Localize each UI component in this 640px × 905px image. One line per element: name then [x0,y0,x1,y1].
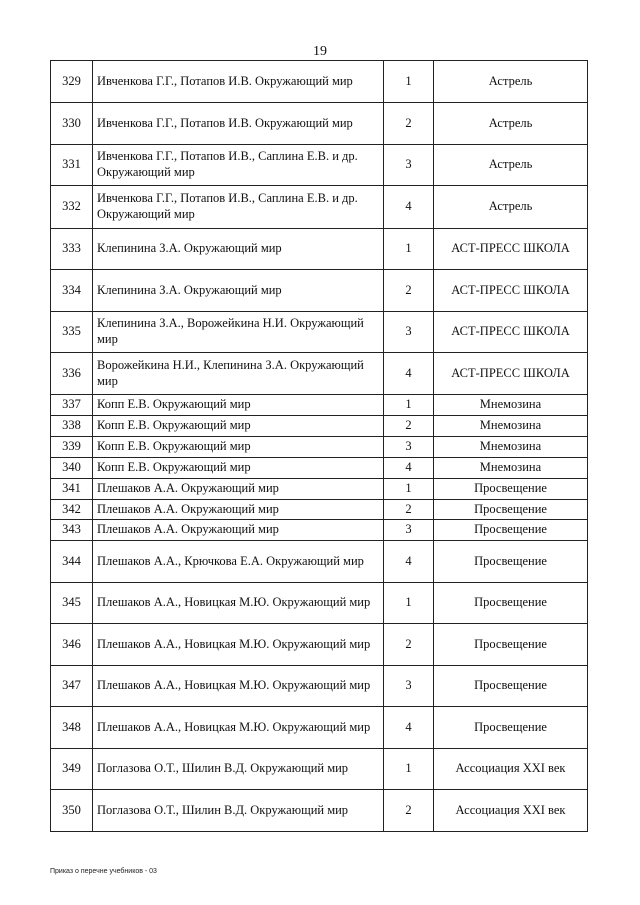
author-title: Плешаков А.А., Новицкая М.Ю. Окружающий мир [93,666,384,707]
row-number: 344 [51,541,93,583]
grade: 4 [384,707,434,749]
publisher: Мнемозина [434,416,588,437]
table-row [51,416,588,437]
row-number: 332 [51,186,93,229]
publisher: Астрель [434,186,588,229]
publisher: Просвещение [434,583,588,624]
grade: 1 [384,749,434,790]
table-row [51,186,588,229]
grade: 1 [384,229,434,270]
author-title: Клепинина З.А. Окружающий мир [93,270,384,312]
publisher: Астрель [434,145,588,186]
author-title: Копп Е.В. Окружающий мир [93,458,384,479]
author-title: Плешаков А.А., Крючкова Е.А. Окружающий мир [93,541,384,583]
row-number: 341 [51,479,93,500]
row-number: 347 [51,666,93,707]
row-number: 329 [51,61,93,103]
row-number: 339 [51,437,93,458]
author-title: Копп Е.В. Окружающий мир [93,416,384,437]
grade: 2 [384,270,434,312]
grade: 4 [384,186,434,229]
grade: 2 [384,416,434,437]
author-title: Копп Е.В. Окружающий мир [93,437,384,458]
textbook-table [50,60,588,832]
footer-note: Приказ о перечне учебников - 03 [50,868,157,875]
table-row [51,500,588,520]
row-number: 340 [51,458,93,479]
table-row [51,312,588,353]
publisher: Просвещение [434,479,588,500]
row-number: 337 [51,395,93,416]
author-title: Копп Е.В. Окружающий мир [93,395,384,416]
table-row [51,437,588,458]
author-title: Плешаков А.А., Новицкая М.Ю. Окружающий мир [93,624,384,666]
row-number: 342 [51,500,93,520]
table-row [51,624,588,666]
grade: 1 [384,395,434,416]
publisher: Просвещение [434,707,588,749]
grade: 3 [384,666,434,707]
publisher: Просвещение [434,624,588,666]
table-row [51,395,588,416]
publisher: АСТ-ПРЕСС ШКОЛА [434,229,588,270]
table-row [51,583,588,624]
grade: 2 [384,103,434,145]
row-number: 349 [51,749,93,790]
grade: 3 [384,520,434,541]
table-row [51,229,588,270]
author-title: Плешаков А.А., Новицкая М.Ю. Окружающий мир [93,583,384,624]
author-title: Плешаков А.А. Окружающий мир [93,520,384,541]
grade: 1 [384,583,434,624]
publisher: АСТ-ПРЕСС ШКОЛА [434,270,588,312]
publisher: АСТ-ПРЕСС ШКОЛА [434,353,588,395]
author-title: Ивченкова Г.Г., Потапов И.В. Окружающий мир [93,61,384,103]
table-row [51,353,588,395]
table-row [51,145,588,186]
row-number: 331 [51,145,93,186]
grade: 3 [384,437,434,458]
publisher: АСТ-ПРЕСС ШКОЛА [434,312,588,353]
table-row [51,61,588,103]
row-number: 334 [51,270,93,312]
table-row [51,666,588,707]
author-title: Плешаков А.А., Новицкая М.Ю. Окружающий мир [93,707,384,749]
author-title: Поглазова О.Т., Шилин В.Д. Окружающий мир [93,749,384,790]
author-title: Ворожейкина Н.И., Клепинина З.А. Окружающий мир [93,353,384,395]
table-row [51,749,588,790]
row-number: 350 [51,790,93,832]
publisher: Просвещение [434,666,588,707]
table-row [51,479,588,500]
author-title: Ивченкова Г.Г., Потапов И.В. Окружающий мир [93,103,384,145]
author-title: Плешаков А.А. Окружающий мир [93,479,384,500]
publisher: Астрель [434,61,588,103]
row-number: 335 [51,312,93,353]
author-title: Плешаков А.А. Окружающий мир [93,500,384,520]
publisher: Просвещение [434,541,588,583]
author-title: Поглазова О.Т., Шилин В.Д. Окружающий мир [93,790,384,832]
grade: 2 [384,500,434,520]
grade: 3 [384,312,434,353]
author-title: Клепинина З.А. Окружающий мир [93,229,384,270]
row-number: 348 [51,707,93,749]
publisher: Мнемозина [434,395,588,416]
table-row [51,458,588,479]
grade: 4 [384,353,434,395]
page-number: 19 [313,44,327,59]
publisher: Ассоциация XXI век [434,749,588,790]
publisher: Просвещение [434,520,588,541]
grade: 4 [384,458,434,479]
publisher: Мнемозина [434,437,588,458]
row-number: 346 [51,624,93,666]
grade: 2 [384,790,434,832]
publisher: Ассоциация XXI век [434,790,588,832]
row-number: 338 [51,416,93,437]
grade: 1 [384,479,434,500]
publisher: Мнемозина [434,458,588,479]
grade: 1 [384,61,434,103]
grade: 4 [384,541,434,583]
row-number: 333 [51,229,93,270]
table-row [51,103,588,145]
author-title: Ивченкова Г.Г., Потапов И.В., Саплина Е.В. и др. Окружающий мир [93,145,384,186]
table-row [51,520,588,541]
publisher: Просвещение [434,500,588,520]
grade: 3 [384,145,434,186]
publisher: Астрель [434,103,588,145]
row-number: 345 [51,583,93,624]
author-title: Ивченкова Г.Г., Потапов И.В., Саплина Е.В. и др. Окружающий мир [93,186,384,229]
table-row [51,707,588,749]
row-number: 343 [51,520,93,541]
row-number: 336 [51,353,93,395]
table-row [51,541,588,583]
grade: 2 [384,624,434,666]
table-row [51,790,588,832]
table-row [51,270,588,312]
row-number: 330 [51,103,93,145]
author-title: Клепинина З.А., Ворожейкина Н.И. Окружающий мир [93,312,384,353]
